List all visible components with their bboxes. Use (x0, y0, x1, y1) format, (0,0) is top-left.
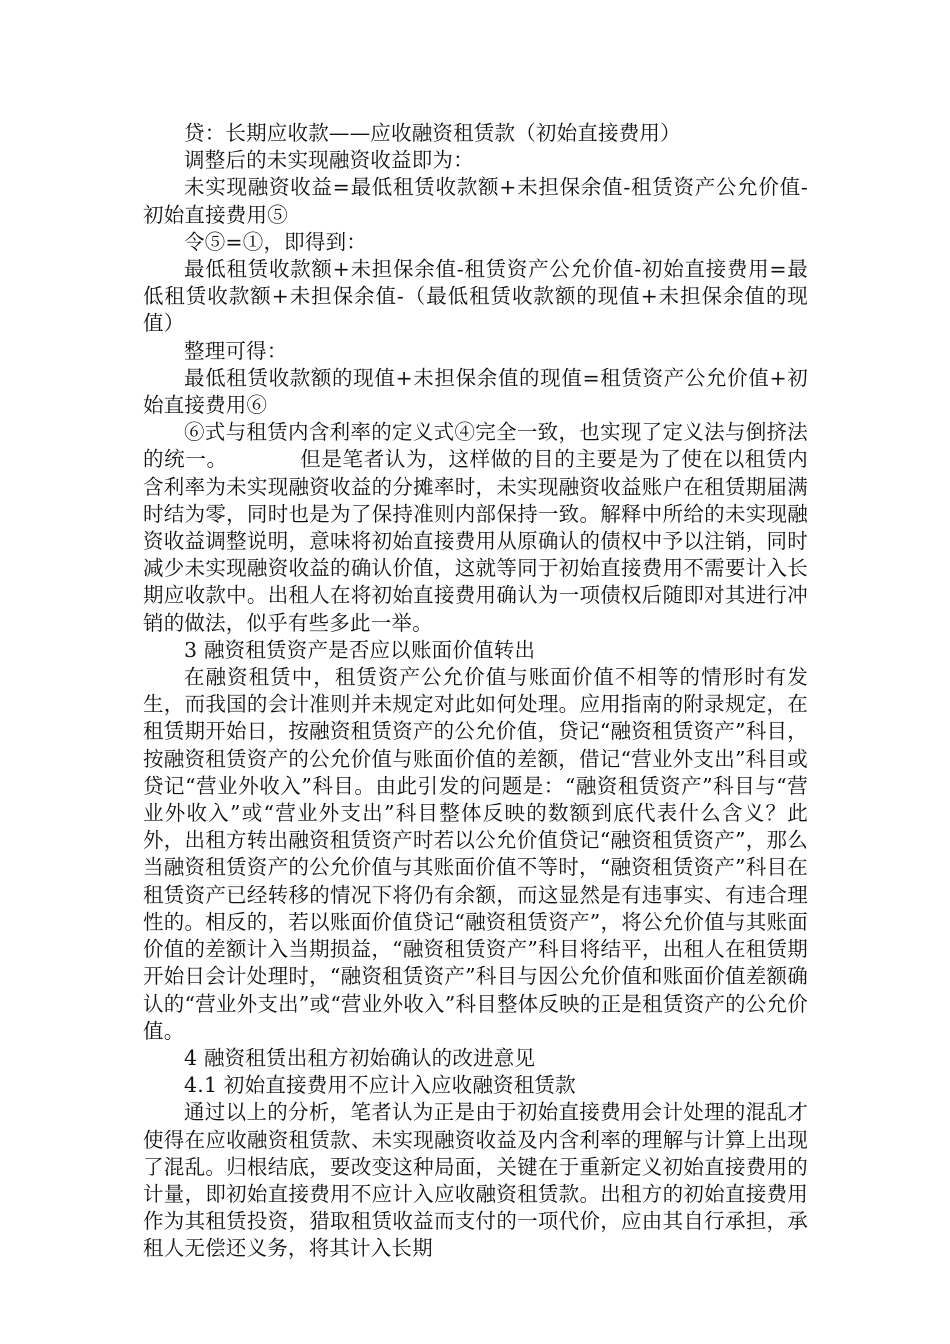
subsection-heading-4-1: 4.1 初始直接费用不应计入应收融资租赁款 (184, 1073, 576, 1098)
paragraph-consistency-lead: ⑥式与租赁内含利率的定义式④完全一致，也实现了定义法与倒挤法的统一。 (143, 420, 808, 472)
formula-6: 最低租赁收款额的现值+未担保余值的现值=租赁资产公允价值+初始直接费用⑥ (143, 365, 808, 418)
paragraph-let-equal: 令⑤=①，即得到： (184, 229, 367, 254)
paragraph-consistency (143, 419, 808, 637)
paragraph-consistency-rest: 但是笔者认为，这样做的目的主要是为了使在以租赁内含利率为未实现融资收益的分摊率时，未实现融资收益账户在租赁期届满时结为零，同时也是为了保持准则内部保持一致。解释中所给的未实现融资收益调整说明，意味将初始直接费用从原确认的债权中予以注销，同时减少未实现融资收益的确认价值，这就等同于初始直接费用不需要计入长期应收款中。出租人在将初始直接费用确认为一项债权后随即对其进行冲销的做法，似乎有些多此一举。 (143, 447, 808, 635)
section-heading-3: 3 融资租赁资产是否应以账面价值转出 (184, 637, 536, 662)
paragraph-subsection-4-1: 通过以上的分析，笔者认为正是由于初始直接费用会计处理的混乱才使得在应收融资租赁款、未实现融资收益及内含利率的理解与计算上出现了混乱。归根结底，要改变这种局面，关键在于重新定义初始直接费用的计量，即初始直接费用不应计入应收融资租赁款。出租方的初始直接费用作为其租赁投资，猎取租赁收益而支付的一项代价，应由其自行承担，承租人无偿还义务，将其计入长期 (143, 1100, 808, 1261)
section-heading-4: 4 融资租赁出租方初始确认的改进意见 (184, 1045, 536, 1070)
paragraph-credit-entry: 贷：长期应收款——应收融资租赁款（初始直接费用） (184, 121, 681, 145)
paragraph-section-3: 在融资租赁中，租赁资产公允价值与账面价值不相等的情形时有发生，而我国的会计准则并未规定对此如何处理。应用指南的附录规定，在租赁期开始日，按融资租赁资产的公允价值，贷记“融资租赁资产”科目，按融资租赁资产的公允价值与账面价值的差额，借记“营业外支出”科目或贷记“营业外收入”科目。由此引发的问题是：“融资租赁资产”科目与“营业外收入”或“营业外支出”科目整体反映的数额到底代表什么含义？此外，出租方转出融资租赁资产时若以公允价值贷记“融资租赁资产”，那么当融资租赁资产的公允价值与其账面价值不等时，“融资租赁资产”科目在租赁资产已经转移的情况下将仍有余额，而这显然是有违事实、有违合理性的。相反的，若以账面价值贷记“融资租赁资产”，将公允价值与其账面价值的差额计入当期损益，“融资租赁资产”科目将结平，出租人在租赁期开始日会计处理时，“融资租赁资产”科目与因公允价值和账面价值差额确认的“营业外支出”或“营业外收入”科目整体反映的正是租赁资产的公允价值。 (143, 665, 808, 1043)
document-body (143, 120, 808, 1263)
formula-equation: 最低租赁收款额+未担保余值-租赁资产公允价值-初始直接费用=最低租赁收款额+未担保余值-（最低租赁收款额的现值+未担保余值的现值） (143, 257, 808, 336)
paragraph-simplify: 整理可得： (184, 338, 288, 363)
formula-5: 未实现融资收益=最低租赁收款额+未担保余值-租赁资产公允价值-初始直接费用⑤ (143, 175, 808, 227)
paragraph-adjusted-intro: 调整后的未实现融资收益即为： (184, 148, 474, 173)
